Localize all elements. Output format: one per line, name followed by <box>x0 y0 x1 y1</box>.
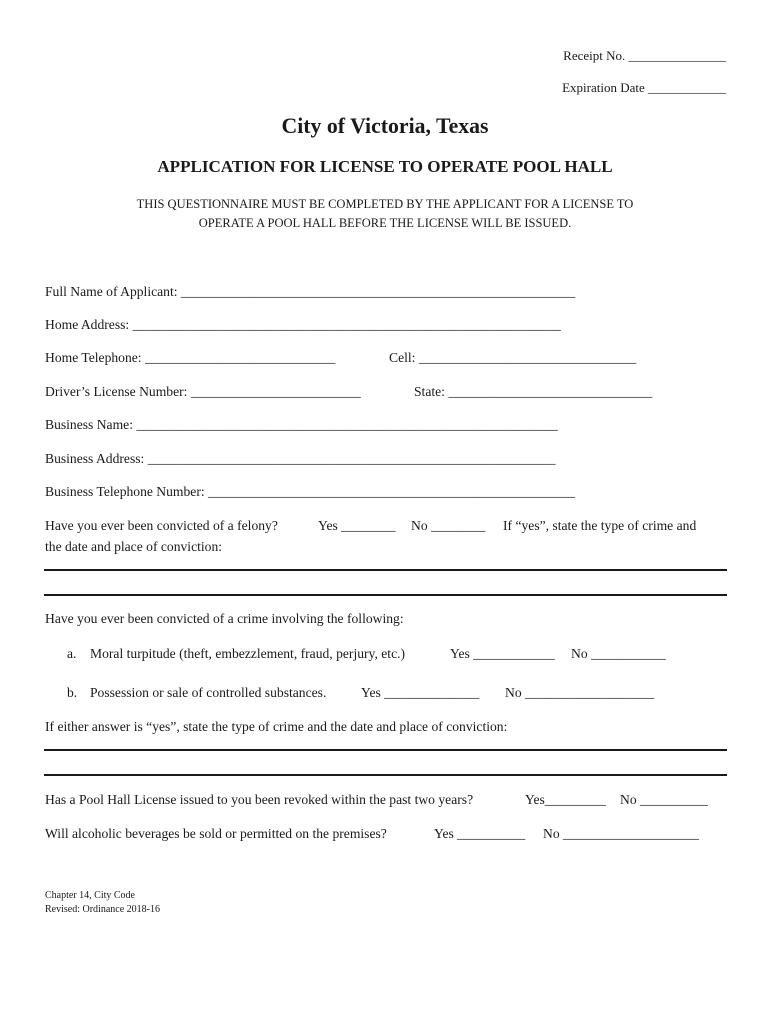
crime-a-yes-field[interactable]: Yes ____________ <box>450 646 555 661</box>
crime-b-no-field[interactable]: No ___________________ <box>505 685 655 700</box>
business-name-field[interactable]: Business Name: ______________________________________________________________ <box>45 417 558 432</box>
crime-answer-line-2[interactable] <box>44 774 727 776</box>
page-title: City of Victoria, Texas <box>281 114 489 138</box>
expiration-date-field[interactable]: Expiration Date ____________ <box>562 80 726 95</box>
full-name-field[interactable]: Full Name of Applicant: __________________________________________________________ <box>45 284 576 299</box>
felony-answer-line-2[interactable] <box>44 594 727 596</box>
felony-conviction-prompt: the date and place of conviction: <box>45 539 223 554</box>
cell-field[interactable]: Cell: ________________________________ <box>389 350 637 365</box>
crime-b-text: Possession or sale of controlled substances. <box>90 685 327 700</box>
revoked-no-field[interactable]: No __________ <box>620 792 708 807</box>
crime-question: Have you ever been convicted of a crime involving the following: <box>45 611 404 626</box>
revoked-yes-field[interactable]: Yes_________ <box>525 792 606 807</box>
home-address-field[interactable]: Home Address: _______________________________________________________________ <box>45 317 561 332</box>
crime-a-no-field[interactable]: No ___________ <box>571 646 666 661</box>
felony-yes-field[interactable]: Yes ________ <box>318 518 396 533</box>
alcohol-yes-field[interactable]: Yes __________ <box>434 826 526 841</box>
crime-a-text: Moral turpitude (theft, embezzlement, fraud, perjury, etc.) <box>90 646 406 661</box>
state-field[interactable]: State: ______________________________ <box>414 384 653 399</box>
felony-if-yes-text: If “yes”, state the type of crime and <box>503 518 697 533</box>
felony-no-field[interactable]: No ________ <box>411 518 486 533</box>
form-subtitle: APPLICATION FOR LICENSE TO OPERATE POOL HALL <box>157 157 613 176</box>
felony-answer-line[interactable] <box>44 569 727 571</box>
business-telephone-field[interactable]: Business Telephone Number: ______________________________________________________ <box>45 484 576 499</box>
instructions-line-2: OPERATE A POOL HALL BEFORE THE LICENSE WILL BE ISSUED. <box>198 216 572 230</box>
crime-answer-line[interactable] <box>44 749 727 751</box>
instructions-line-1: THIS QUESTIONNAIRE MUST BE COMPLETED BY THE APPLICANT FOR A LICENSE TO <box>136 197 634 211</box>
crime-a-label: a. <box>67 646 77 661</box>
crime-conviction-prompt: If either answer is “yes”, state the type of crime and the date and place of conviction: <box>45 719 508 734</box>
felony-question: Have you ever been convicted of a felony? <box>45 518 278 533</box>
business-address-field[interactable]: Business Address: ____________________________________________________________ <box>45 451 556 466</box>
receipt-number-field[interactable]: Receipt No. _______________ <box>563 48 726 63</box>
crime-b-label: b. <box>67 685 78 700</box>
alcohol-no-field[interactable]: No ____________________ <box>543 826 699 841</box>
crime-b-yes-field[interactable]: Yes ______________ <box>361 685 480 700</box>
drivers-license-field[interactable]: Driver’s License Number: _________________________ <box>45 384 361 399</box>
revoked-question: Has a Pool Hall License issued to you been revoked within the past two years? <box>45 792 474 807</box>
footer-chapter: Chapter 14, City Code <box>45 890 135 901</box>
home-telephone-field[interactable]: Home Telephone: ____________________________ <box>45 350 336 365</box>
alcohol-question: Will alcoholic beverages be sold or permitted on the premises? <box>45 826 387 841</box>
footer-revision: Revised: Ordinance 2018-16 <box>45 904 160 915</box>
